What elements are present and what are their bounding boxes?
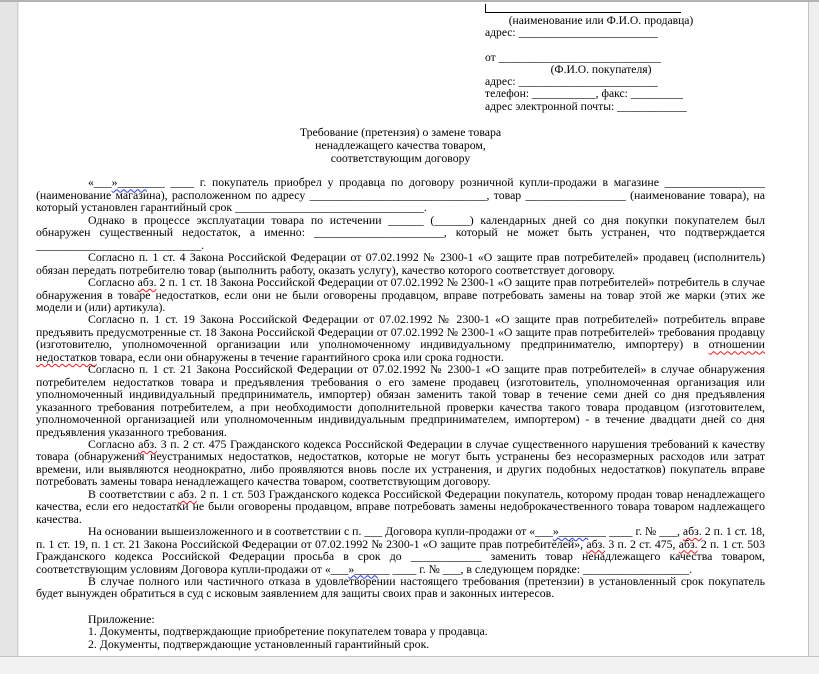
spellcheck-blue-underline: »____: [348, 561, 378, 576]
paragraph: [36, 438, 765, 488]
paragraph-text: «___: [88, 175, 112, 190]
paragraph-text: 3 п. 2 ст. 475 Гражданского кодекса Российской Федерации в случае существенного нарушения требований к качеству товара (обнаружения неустранимых недостатков, недостатков, которые не могут быть устранены без несоразмерных расходов или затрат времени, или выявляются неоднократно, либо проявляются вновь после их устранения, и других подобных недостатков) покупатель вправе потребовать замены товара ненадлежащего качества товаром, соответствующим договору.: [36, 436, 765, 489]
paragraph-text: ___ ____ г. покупатель приобрел у продавца по договору розничной купли-продажи в магазине _________________ (наименование магазина), расположенном по адресу ______________________________, товар _________________ (наименование товара), на который установлен гарантийный срок ________________________________.: [36, 175, 765, 215]
paragraph: [36, 525, 765, 575]
appendix-items: [88, 625, 765, 650]
header-field: адрес: ________________________: [485, 75, 658, 89]
header-field: телефон: ___________, факс: _________: [485, 87, 683, 101]
spellcheck-red-underline: абз.: [678, 536, 698, 551]
spellcheck-red-underline: абз.: [178, 486, 197, 501]
paragraph-text: 2 п. 1 ст. 18 Закона Российской Федерации от 07.02.1992 № 2300-1 «О защите прав потребителей» потребитель в случае обнаружения в товаре недостатков, если они не были оговорены продавцом, вправе потребовать замены на товар этой же марки (этих же модели и (или) артикула).: [36, 275, 765, 314]
header-field: адрес: ________________________: [485, 26, 658, 40]
spellcheck-red-underline: отношении недостатков: [36, 337, 765, 364]
cutoff-underline: [485, 4, 681, 13]
document-body: [36, 176, 765, 599]
document-page[interactable]: [19, 2, 808, 657]
horizontal-scrollbar[interactable]: [0, 656, 819, 674]
paragraph-text: Однако в процессе эксплуатации товара по истечении ______ (______) календарных дней со дня покупки покупателем был обнаружен существенный недостаток, а именно: ______________________, который не может быть устранен, что подтверждается ____________________________.: [36, 212, 765, 252]
header-caption: (Ф.И.О. покупателя): [550, 62, 652, 76]
paragraph-text: В соответствии с: [88, 486, 179, 501]
appendix-heading: Приложение:: [88, 611, 155, 626]
spellcheck-red-underline: абз.: [682, 524, 702, 539]
paragraph-text: Согласно: [88, 436, 139, 451]
header-caption: (наименование или Ф.И.О. продавца): [508, 14, 694, 27]
recipient-header-block: [485, 4, 717, 113]
appendix-item: 2. Документы, подтверждающие установленный гарантийный срок.: [88, 636, 430, 651]
spellcheck-red-underline: абз.: [138, 436, 158, 451]
header-blank-line: [485, 40, 717, 52]
paragraph: [36, 313, 765, 363]
header-field: адрес электронной почты: ____________: [485, 99, 687, 113]
paragraph-text: 2 п. 1 ст. 18, п. 1 ст. 19, п. 1 ст. 21 Закона Российской Федерации от 07.02.1992 № 2300-1 «О защите прав потребителей»,: [36, 524, 765, 551]
paragraph: [36, 176, 765, 213]
paragraph: [36, 251, 765, 276]
paragraph: [36, 575, 765, 600]
paragraph: [36, 214, 765, 251]
paragraph-text: __ ____ г. № ___, в следующем порядке: __________________.: [377, 561, 693, 576]
paragraph: [36, 363, 765, 438]
spellcheck-blue-underline: »_____: [111, 175, 147, 190]
paragraph-text: В случае полного или частичного отказа в удовлетворении настоящего требования (претензии) в установленный срок покупатель будет вынужден обратиться в суд с исковым заявлением для защиты своих прав и законных интересов.: [36, 573, 765, 601]
paragraph-text: 3 п. 2 ст. 475,: [605, 536, 679, 551]
title-line: Требование (претензия) о замене товара: [299, 125, 502, 140]
title-line: ненадлежащего качества товаром,: [315, 137, 486, 152]
paragraph: [36, 488, 765, 525]
spellcheck-red-underline: абз.: [586, 536, 606, 551]
title-line: соответствующим договору: [330, 150, 471, 165]
appendix-section: [88, 613, 765, 650]
spellcheck-red-underline: абз.: [137, 275, 157, 290]
header-field: от ____________________________: [485, 50, 661, 64]
paragraph-text: 2 п. 1 ст. 503 Гражданского кодекса Российской Федерации просьба в срок до ____________ заменить товар ненадлежащего качества товаром, соответствующим условиям Договора купли-продажи от «___: [36, 536, 765, 576]
paragraph-text: Согласно п. 1 ст. 21 Закона Российской Федерации от 07.02.1992 № 2300-1 «О защите прав потребителей» в случае обнаружения потребителем недостатков товара и предъявления требования о его замене продавец (изготовитель, уполномоченная организация или уполномоченный индивидуальный предприниматель, импортер) обязан заменить такой товар в течение семи дней со дня предъявления указанного требования потребителем, а при необходимости дополнительной проверки качества такого товара продавцом (изготовителем, уполномоченной организацией или уполномоченным индивидуальным предпринимателем, импортером) - в течение двадцати дней со дня предъявления указанного требования.: [36, 362, 765, 439]
vertical-scrollbar[interactable]: [808, 2, 819, 656]
paragraph-text: Согласно: [88, 275, 138, 290]
paragraph-text: товара, если они обнаружены в течение гарантийного срока или срока годности.: [96, 349, 504, 364]
spellcheck-blue-underline: »_____: [552, 524, 589, 539]
appendix-item: 1. Документы, подтверждающие приобретение покупателем товара у продавца.: [88, 624, 488, 639]
paragraph-text: Согласно п. 1 ст. 4 Закона Российской Федерации от 07.02.1992 № 2300-1 «О защите прав потребителей» продавец (исполнитель) обязан передать потребителю товар (выполнить работу, оказать услугу), качество которого соответствует договору.: [36, 250, 765, 277]
paragraph-text: На основании вышеизложенного и в соответствии с п. ___ Договора купли-продажи от «___: [88, 524, 553, 539]
document-title: [36, 126, 765, 164]
paragraph: [36, 276, 765, 313]
paragraph-text: Согласно п. 1 ст. 19 Закона Российской Федерации от 07.02.1992 № 2300-1 «О защите прав потребителей» потребитель вправе предъявить предусмотренные ст. 18 Закона Российской Федерации от 07.02.1992 № 2300-1 «О защите прав потребителей» требования продавцу (изготовителю, уполномоченной организации или уполномоченному индивидуальному предпринимателю, импортеру) в: [36, 312, 765, 352]
paragraph-text: 2 п. 1 ст. 503 Гражданского кодекса Российской Федерации покупатель, которому продан товар ненадлежащего качества, если его недостатки не были оговорены продавцом, вправе потребовать замены недоброкачественного товара товаром надлежащего качества.: [36, 486, 765, 526]
paragraph-text: ___ ____ г. № ___,: [588, 524, 683, 539]
page-left-margin-strip: [0, 2, 18, 656]
